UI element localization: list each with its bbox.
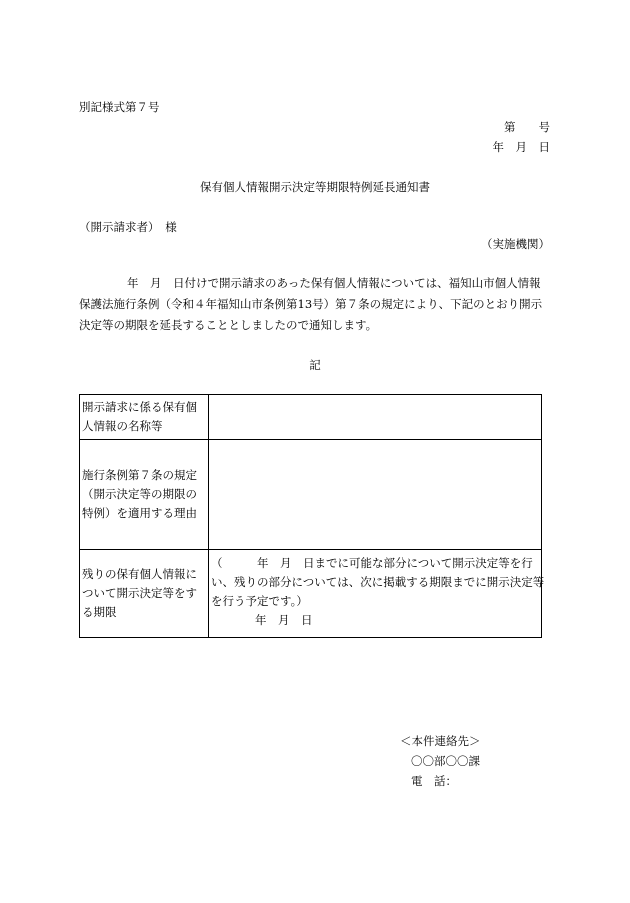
contact-phone: 電 話： [411,774,457,788]
deadline-line-3: を行う予定です。） [211,594,308,608]
table-row [80,395,542,440]
label-extension-reason: 施行条例第７条の規定（開示決定等の期限の特例）を適用する理由 [80,440,209,550]
info-table [79,394,545,638]
document-title: 保有個人情報開示決定等期限特例延長通知書 [200,180,430,194]
document-number: 第 号 [504,120,550,134]
addressee: （開示請求者） 様 [79,220,177,234]
contact-heading: ＜本件連絡先＞ [400,734,481,748]
deadline-date: 年 月 日 [255,613,313,627]
form-number: 別記様式第７号 [79,100,160,114]
body-line-1: 年 月 日付けで開示請求のあった保有個人情報については、福知山市個人情報 [127,276,541,290]
value-extension-reason [209,440,542,550]
body-line-2: 保護法施行条例（令和４年福知山市条例第13号）第７条の規定により、下記のとおり開示 [79,297,543,311]
deadline-line-1: （ 年 月 日までに可能な部分について開示決定等を行 [211,556,533,570]
implementing-institution: （実施機関） [481,237,550,251]
deadline-line-2: い、残りの部分については、次に掲載する期限までに開示決定等 [211,575,545,589]
notice-body [79,273,551,336]
value-remaining-deadline [209,550,545,638]
label-request-info-name: 開示請求に係る保有個人情報の名称等 [80,395,209,440]
contact-block [400,731,481,791]
label-remaining-deadline: 残りの保有個人情報について開示決定等をする期限 [80,550,209,638]
body-line-3: 決定等の期限を延長することとしましたので通知します。 [79,318,378,332]
contact-department: 〇〇部〇〇課 [411,754,480,768]
value-request-info-name [209,395,542,440]
table-row [80,550,542,638]
ki-heading: 記 [309,358,321,372]
document-date: 年 月 日 [492,140,550,154]
table-row [80,440,542,550]
